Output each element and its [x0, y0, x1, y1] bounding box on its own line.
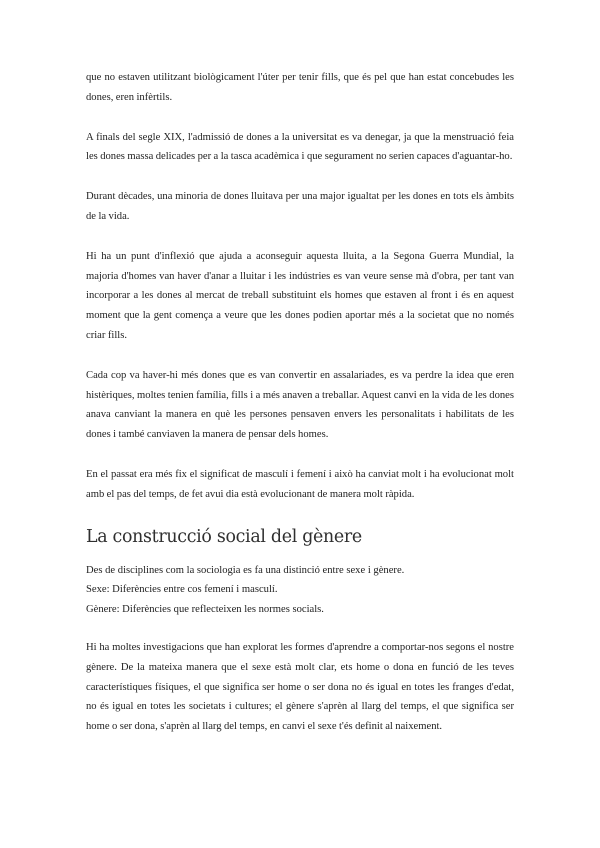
paragraph-salaried-women: Cada cop va haver-hi més dones que es van convertir en assalariades, es va perdre la idea que eren histèriques, moltes tenien família, fills i a més anaven a treballar. Aquest canvi en la vida de les dones anava canviant la manera en què les persones pensaven envers les personalitats i habilitats de les dones i també canviaven la manera de pensar dels homes.: [86, 369, 514, 441]
paragraph-investigations: Hi ha moltes investigacions que han explorat les formes d'aprendre a comportar-nos segons el nostre gènere. De la mateixa manera que el sexe està molt clar, ets home o dona en funció de les teves característiques físiques, el que significa ser home o ser dona no és igual en totes les franges d'edat, no és igual en totes les societats i cultures; el gènere s'aprèn al llarg del temps, el que significa ser home o ser dona, s'aprèn al llarg del temps, en canvi el sexe t'és definit al naixement.: [86, 642, 514, 733]
intro-line: Des de disciplines com la sociologia es fa una distinció entre sexe i gènere.: [86, 564, 405, 576]
section-heading: La construcció social del gènere: [86, 526, 362, 547]
definition-sex: Sexe: Diferències entre cos femení i masculí.: [86, 584, 278, 596]
document-page: [86, 68, 514, 757]
paragraph-uterus: que no estaven utilitzant biològicament l'úter per tenir fills, que és pel que han estat concebudes les dones, eren infèrtils.: [86, 72, 514, 103]
paragraph-past-meaning: En el passat era més fix el significat de masculí i femení i això ha canviat molt i ha evolucionat molt amb el pas del temps, de fet avui dia està evolucionant de manera molt ràpida.: [86, 468, 514, 500]
paragraph-university: A finals del segle XIX, l'admissió de dones a la universitat es va denegar, ja que la menstruació feia les dones massa delicades per a la tasca acadèmica i que segurament no serien capaces d'aguantar-ho.: [86, 131, 514, 163]
paragraph-world-war: Hi ha un punt d'inflexió que ajuda a aconseguir aquesta lluita, a la Segona Guerra Mundial, la majoria d'homes van haver d'anar a lluitar i les indústries es van veure sense mà d'obra, per tant van incorporar a les dones al mercat de treball substituint els homes que estaven al front i és en aquest moment que la gent comença a veure que les dones podien aportar més a la societat que no només criar fills.: [86, 250, 514, 341]
definitions-block: [86, 561, 514, 620]
definition-gender: Gènere: Diferències que reflecteixen les normes socials.: [86, 603, 324, 615]
paragraph-equality: Durant dècades, una minoria de dones lluitava per una major igualtat per les dones en tots els àmbits de la vida.: [86, 191, 514, 222]
